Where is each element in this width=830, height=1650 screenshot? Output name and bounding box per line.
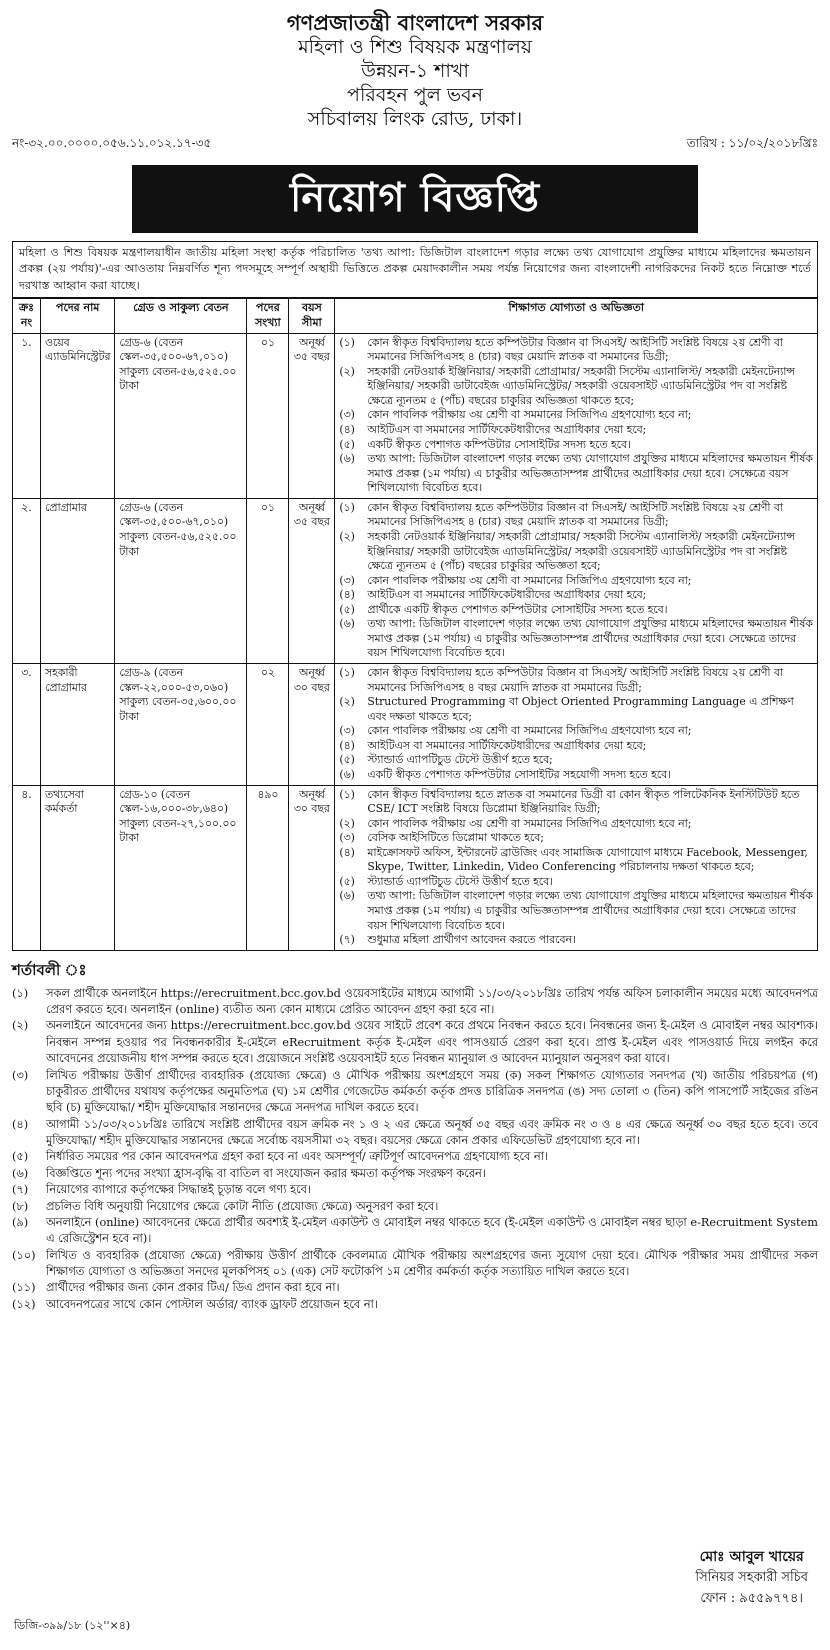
signatory-phone: ফোন : ৯৫৫৯৭৭৪। xyxy=(700,1591,804,1607)
cell-requirements xyxy=(335,664,818,786)
requirement-item xyxy=(339,933,813,948)
requirement-text: কোন স্বীকৃত বিশ্ববিদ্যালয় হতে কম্পিউটার বিজ্ঞান বা সিএসই/ আইসিটি সংশ্লিষ্ট বিষয়ে ২য় শ্রেণী বা সমমানের সিজিপিএসহ ৪ (চার) বছর মেয়াদি স্নাতক বা সমমানের ডিগ্রী; xyxy=(367,500,784,529)
condition-text: অনলাইনে (online) আবেদনের ক্ষেত্রে প্রার্থীর অবশ্যই ই-মেইল একাউন্ট ও মোবাইল নম্বর থাকতে হবে (ই-মেইল একাউন্ট ও মোবাইল নম্বর ছাড়া e-Recruitment System এ রেজিস্ট্রেশন হবে না)। xyxy=(46,1215,818,1246)
dg-number: ডিজি-৩৯৯/১৮ (১২''×৪) xyxy=(14,1619,131,1632)
condition-item xyxy=(12,1182,818,1198)
condition-text: লিখিত পরীক্ষায় উত্তীর্ণ প্রার্থীদের ব্যবহারিক (প্রযোজ্য ক্ষেত্রে) ও মৌখিক পরীক্ষায় অংশগ্রহণে সময় (ক) সকল শিক্ষাগত যোগ্যতার সনদপত্র (খ) জাতীয় পরিচয়পত্র (গ) চাকুরীরত প্রার্থীদের যথাযথ কর্তৃপক্ষের অনুমতিপত্র (ঘ) ১ম শ্রেণীর গেজেটেড কর্মকর্তা কর্তৃক প্রদত্ত চারিত্রিক সনদপত্র (ঙ) সদ্য তোলা ৩ (তিন) কপি পাসপোর্ট সাইজের রঙিন ছবি (চ) মুক্তিযোদ্ধা/ শহীদ মুক্তিযোদ্ধার সন্তানদের ক্ষেত্রে সনদপত্র দাখিল করতে হবে। xyxy=(46,1068,818,1115)
conditions-list xyxy=(12,986,818,1314)
col-serial: ক্রঃ নং xyxy=(13,298,41,333)
requirement-text: কোন পাবলিক পরীক্ষায় ৩য় শ্রেণী বা সমমানের সিজিপিএ গ্রহণযোগ্য হবে না; xyxy=(367,408,692,422)
requirement-number: (২) xyxy=(339,529,355,543)
requirement-number: (৪) xyxy=(339,423,355,437)
notice-banner: নিয়োগ বিজ্ঞপ্তি xyxy=(132,165,698,233)
col-count: পদের সংখ্যা xyxy=(247,298,289,333)
requirement-number: (৩) xyxy=(339,408,355,422)
condition-text: আগামী ১১/০৩/২০১৮খ্রিঃ তারিখে সংশ্লিষ্ট প্রার্থীদের বয়স ক্রমিক নং ১ ও ২ এর ক্ষেত্রে অনূর্ধ্ব ৩৫ বছর এবং ক্রমিক নং ৩ ও ৪ এর ক্ষেত্রে অনূর্ধ্ব ৩০ বছর হতে হবে। তবে মুক্তিযোদ্ধা/ শহীদ মুক্তিযোদ্ধার সন্তানদের ক্ষেত্রে সর্বোচ্চ বয়সসীমা ৩২ বছর। বয়সের ক্ষেত্রে কোন প্রকার এফিডেভিট গ্রহণযোগ্য হবে না। xyxy=(46,1117,818,1148)
condition-item xyxy=(12,986,818,1019)
signature-block xyxy=(695,1546,808,1610)
table-row xyxy=(13,498,818,663)
vacancy-table xyxy=(12,298,818,951)
condition-number: (৪) xyxy=(12,1117,29,1131)
requirement-text: স্ট্যান্ডার্ড এ্যাপটিচুড টেস্টে উত্তীর্ণ হতে হবে; xyxy=(367,753,553,767)
requirement-text: সহকারী নেটওয়ার্ক ইঞ্জিনিয়ার/ সহকারী প্রোগ্রামার/ সহকারী সিস্টেম এ্যানালিস্ট/ সহকারী মেইনটেন্যান্স ইঞ্জিনিয়ার/ সহকারী ডাটাবেইজ এ্যাডমিনিস্ট্রেটর/ সহকারী ওয়েবসাইট এ্যাডমিনিস্ট্রেটর পদ বা সংশ্লিষ্ট ক্ষেত্রে ন্যূনতম ৫ (পাঁচ) বছরের চাকুরির অভিজ্ঞতা থাকতে হবে; xyxy=(367,364,795,407)
requirement-text: শুধুমাত্র মহিলা প্রার্থীগণ আবেদন করতে পারবেন। xyxy=(367,933,576,947)
requirement-number: (২) xyxy=(339,816,355,830)
requirement-item xyxy=(339,530,813,574)
requirement-number: (৩) xyxy=(339,831,355,845)
condition-item xyxy=(12,1215,818,1248)
memo-number: নং-৩২.০০.০০০০.০৫৬.১১.০১২.১৭-৩৫ xyxy=(12,136,212,151)
cell-requirements xyxy=(335,785,818,950)
condition-number: (৫) xyxy=(12,1150,29,1164)
requirement-number: (১) xyxy=(339,666,355,680)
requirement-item xyxy=(339,603,813,618)
requirement-number: (৭) xyxy=(339,933,355,947)
signatory-name: মোঃ আবুল খায়ের xyxy=(699,1549,804,1566)
condition-number: (৮) xyxy=(12,1199,29,1213)
requirements-list xyxy=(339,501,813,661)
requirement-item xyxy=(339,617,813,661)
requirement-item xyxy=(339,501,813,530)
requirement-item xyxy=(339,423,813,438)
memo-row xyxy=(12,135,818,155)
condition-text: বিজ্ঞপ্তিতে শূন্য পদের সংখ্যা হ্রাস-বৃদ্ধি বা বাতিল বা সংযোজন করার ক্ষমতা কর্তৃপক্ষ সংরক্ষণ করেন। xyxy=(46,1166,486,1180)
requirement-number: (৪) xyxy=(339,738,355,752)
requirement-text: কোন স্বীকৃত বিশ্ববিদ্যালয় হতে কম্পিউটার বিজ্ঞান বা সিএসই/ আইসিটি সংশ্লিষ্ট বিষয়ে ২য় শ্রেণী বা সমমানের সিজিপিএসহ ৪ (চার) বছর মেয়াদি স্নাতক বা সমমানের ডিগ্রী; xyxy=(367,335,784,364)
condition-item xyxy=(12,1166,818,1182)
requirement-text: স্ট্যান্ডার্ড এ্যাপটিচুড টেস্টে উত্তীর্ণ হতে হবে। xyxy=(367,874,554,888)
cell-post: সহকারী প্রোগ্রামার xyxy=(41,664,115,786)
condition-item xyxy=(12,1149,818,1165)
requirement-item xyxy=(339,875,813,890)
condition-number: (৯) xyxy=(12,1215,29,1229)
requirement-number: (১) xyxy=(339,335,355,349)
cell-age: অনূর্ধ্ব ৩৫ বছর xyxy=(289,333,335,498)
requirement-text: মাইক্রোসফট অফিস, ইন্টারনেট ব্রাউজিং এবং সামাজিক যোগাযোগ মাধ্যমে Facebook, Messenger, Skype, Twitter, Linkedin, Video Conferencing পরিচালনায় দক্ষতা থাকতে হবে; xyxy=(367,845,808,874)
requirement-number: (৫) xyxy=(339,753,355,767)
requirement-item xyxy=(339,768,813,783)
requirement-text: কোন পাবলিক পরীক্ষায় ৩য় শ্রেণী বা সমমানের সিজিপিএ গ্রহণযোগ্য হবে না; xyxy=(367,724,692,738)
requirement-text: তথ্য আপা: ডিজিটাল বাংলাদেশ গড়ার লক্ষ্যে তথ্য যোগাযোগ প্রযুক্তির মাধ্যমে মহিলাদের ক্ষমতায়ন শীর্ষক সমাপ্ত প্রকল্প (১ম পর্যায়) এ চাকুরীর অভিজ্ঞতাসম্পন্ন প্রার্থীদের অগ্রাধিকার দেয়া হবে। সেক্ষেত্রে তাদের বয়স শিথিলযোগ্য বিবেচিত হবে। xyxy=(367,889,813,932)
condition-text: আবেদনপত্রের সাথে কোন পোস্টাল অর্ডার/ ব্যাংক ড্রাফট প্রয়োজন হবে না। xyxy=(46,1297,378,1311)
cell-grade: গ্রেড-৬ (বেতন স্কেল-৩৫,৫০০-৬৭,০১০) সাকুল্য বেতন-৫৬,৫২৫.০০ টাকা xyxy=(115,333,247,498)
requirement-text: সহকারী নেটওয়ার্ক ইঞ্জিনিয়ার/ সহকারী প্রোগ্রামার/ সহকারী সিস্টেম এ্যানালিস্ট/ সহকারী মেইনটেন্যান্স ইঞ্জিনিয়ার/ সহকারী ডাটাবেইজ এ্যাডমিনিস্ট্রেটর/ সহকারী ওয়েবসাইট এ্যাডমিনিস্ট্রেটর পদ বা সংশ্লিষ্ট ক্ষেত্রে ন্যূনতম ৫ (পাঁচ) বছরের চাকুরির অভিজ্ঞতা হবে; xyxy=(367,529,795,573)
requirement-number: (৬) xyxy=(339,617,355,631)
cell-serial: ৩. xyxy=(13,664,41,786)
condition-text: সকল প্রার্থীকে অনলাইনে https://erecruitment.bcc.gov.bd ওয়েবসাইটের মাধ্যমে আগামী ১১/০৩/২০১৮খ্রিঃ তারিখ পর্যন্ত অফিস চলাকালীন সময়ের মধ্যে আবেদনপত্র প্রেরণ করতে হবে। অনলাইন (online) ব্যতীত অন্য কোন মাধ্যমে প্রেরিত আবেদন গ্রহণ করা হবে না। xyxy=(46,986,818,1017)
requirement-item xyxy=(339,695,813,724)
requirement-number: (৫) xyxy=(339,602,355,616)
requirement-item xyxy=(339,889,813,933)
requirement-item xyxy=(339,831,813,846)
requirement-item xyxy=(339,438,813,453)
condition-item xyxy=(12,1248,818,1281)
requirement-item xyxy=(339,408,813,423)
requirement-number: (৬) xyxy=(339,889,355,903)
requirement-text: কোন স্বীকৃত বিশ্ববিদ্যালয় হতে স্নাতক বা সমমানের ডিগ্রী বা কোন স্বীকৃত পলিটেকনিক ইনস্টিটিউট হতে CSE/ ICT সংশ্লিষ্ট বিষয়ে ডিপ্লোমা ইঞ্জিনিয়ারিং ডিগ্রী; xyxy=(367,787,800,816)
cell-post: তথ্যসেবা কর্মকর্তা xyxy=(41,785,115,950)
requirement-number: (১) xyxy=(339,500,355,514)
col-requirements: শিক্ষাগত যোগ্যতা ও অভিজ্ঞতা xyxy=(335,298,818,333)
col-post: পদের নাম xyxy=(41,298,115,333)
table-row xyxy=(13,785,818,950)
cell-count: ০১ xyxy=(247,333,289,498)
requirement-text: প্রার্থীকে একটি স্বীকৃত পেশাগত কম্পিউটার সোসাইটির সদস্য হতে হবে। xyxy=(367,602,668,616)
conditions-title: শর্তাবলী ঃ xyxy=(12,960,87,979)
cell-serial: ২. xyxy=(13,498,41,663)
condition-item xyxy=(12,1018,818,1067)
condition-text: নির্ধারিত সময়ের পর কোন আবেদনপত্র গ্রহণ করা হবে না এবং অসম্পূর্ণ/ ত্রুটিপূর্ণ আবেদনপত্র গ্রহণযোগ্য হবে না। xyxy=(46,1150,548,1164)
cell-grade: গ্রেড-১০ (বেতন স্কেল-১৬,০০০-৩৮,৬৪০) সাকুল্য বেতন-২৭,১০০.০০ টাকা xyxy=(115,785,247,950)
cell-post: প্রোগ্রামার xyxy=(41,498,115,663)
requirement-number: (১) xyxy=(339,787,355,801)
requirements-list xyxy=(339,336,813,496)
condition-item xyxy=(12,1117,818,1150)
requirement-number: (২) xyxy=(339,695,355,709)
requirement-item xyxy=(339,452,813,496)
requirement-number: (৫) xyxy=(339,437,355,451)
requirement-number: (৬) xyxy=(339,452,355,466)
requirement-item xyxy=(339,336,813,365)
requirement-number: (৬) xyxy=(339,767,355,781)
condition-number: (১) xyxy=(12,986,29,1000)
address: সচিবালয় লিংক রোড, ঢাকা। xyxy=(307,107,523,130)
cell-count: ০২ xyxy=(247,664,289,786)
condition-item xyxy=(12,1280,818,1296)
cell-grade: গ্রেড-৬ (বেতন স্কেল-৩৫,৫০০-৬৭,০১০) সাকুল্য বেতন-৫৬,৫২৫.০০ টাকা xyxy=(115,498,247,663)
cell-age: অনূর্ধ্ব ৩০ বছর xyxy=(289,664,335,786)
requirement-text: কোন পাবলিক পরীক্ষায় ৩য় শ্রেণী বা সমমানের সিজিপিএ গ্রহণযোগ্য হবে না; xyxy=(367,816,692,830)
condition-text: প্রার্থীদের পরীক্ষার জন্য কোন প্রকার টিএ/ ডিএ প্রদান করা হবে না। xyxy=(46,1281,340,1295)
condition-number: (১০) xyxy=(12,1248,36,1262)
cell-grade: গ্রেড-৯ (বেতন স্কেল-২২,০০০-৫৩,০৬০) সাকুল্য বেতন-৩৫,৬০০.০০ টাকা xyxy=(115,664,247,786)
intro-paragraph: মহিলা ও শিশু বিষয়ক মন্ত্রণালয়াধীন জাতীয় মহিলা সংস্থা কর্তৃক পরিচালিত 'তথ্য আপা: ডিজিটাল বাংলাদেশ গড়ার লক্ষ্যে তথ্য যোগাযোগ প্রযুক্তির মাধ্যমে মহিলাদের ক্ষমতায়ন প্রকল্প (২য় পর্যায়)'-এর আওতায় নিম্নবর্ণিত শূন্য পদসমূহে সম্পূর্ণ অস্থায়ী ভিত্তিতে প্রকল্প মেয়াদকালীন সময় পর্যন্ত নিয়োগের জন্য বাংলাদেশী নাগরিকদের নিকট হতে নিম্নোক্ত শর্তে দরখাস্ত আহ্বান করা যাচ্ছে। xyxy=(12,241,818,298)
cell-count: ০১ xyxy=(247,498,289,663)
requirements-list xyxy=(339,788,813,948)
table-header-row xyxy=(13,298,818,333)
vacancy-table-body xyxy=(13,333,818,950)
requirement-item xyxy=(339,666,813,695)
requirement-number: (৪) xyxy=(339,845,355,859)
condition-text: প্রচলিত বিধি অনুযায়ী নিয়োগের ক্ষেত্রে কোটা নীতি (প্রযোজ্য ক্ষেত্রে) অনুসরণ করা হবে। xyxy=(46,1199,439,1213)
requirement-item xyxy=(339,817,813,832)
table-row xyxy=(13,333,818,498)
building-name: পরিবহন পুল ভবন xyxy=(347,83,483,106)
condition-number: (১২) xyxy=(12,1297,36,1311)
requirement-item xyxy=(339,788,813,817)
condition-text: লিখিত ও ব্যবহারিক (প্রযোজ্য ক্ষেত্রে) পরীক্ষায় উত্তীর্ণ প্রার্থীকে কেবলমাত্র মৌখিক পরীক্ষায় অংশগ্রহণের জন্য সুযোগ দেয়া হবে। মৌখিক পরীক্ষার সময় প্রার্থীদের সকল শিক্ষাগত যোগ্যতা ও অভিজ্ঞতা সনদের মূলকপিসহ ০১ (এক) সেট ফটোকপি ১ম শ্রেণীর কর্মকর্তা কর্তৃক সত্যায়িত দাখিল করতে হবে। xyxy=(46,1248,818,1279)
requirement-item xyxy=(339,724,813,739)
requirements-list xyxy=(339,666,813,783)
requirement-item xyxy=(339,574,813,589)
requirement-text: একটি স্বীকৃত পেশাগত কম্পিউটার সোসাইটির সদস্য হতে হবে। xyxy=(367,437,631,451)
condition-number: (৭) xyxy=(12,1183,29,1197)
memo-date: তারিখ : ১১/০২/২০১৮খ্রিঃ xyxy=(686,136,818,151)
condition-number: (২) xyxy=(12,1019,29,1033)
condition-number: (৬) xyxy=(12,1166,29,1180)
requirement-text: আইটিএস বা সমমানের সার্টিফিকেটধারীদের অগ্রাধিকার দেয়া হবে; xyxy=(367,738,647,752)
condition-item xyxy=(12,1297,818,1313)
requirement-item xyxy=(339,588,813,603)
requirement-text: বেসিক আইসিটিতে ডিপ্লোমা থাকতে হবে; xyxy=(367,831,544,845)
requirement-item xyxy=(339,753,813,768)
requirement-text: কোন স্বীকৃত বিশ্ববিদ্যালয় হতে কম্পিউটার বিজ্ঞান বা সিএসই/ আইসিটি সংশ্লিষ্ট বিষয়ে ২য় শ্রেণী বা সমমানের সিজিপিএসহ ৪ বছর মেয়াদি স্নাতক বা সমমানের ডিগ্রী; xyxy=(367,666,784,694)
requirement-text: একটি স্বীকৃত পেশাগত কম্পিউটার সোসাইটির সহযোগী সদস্য হতে হবে। xyxy=(367,767,671,781)
requirement-number: (৫) xyxy=(339,874,355,888)
cell-serial: ৪. xyxy=(13,785,41,950)
table-row xyxy=(13,664,818,786)
requirement-text: তথ্য আপা: ডিজিটাল বাংলাদেশ গড়ার লক্ষ্যে তথ্য যোগাযোগ প্রযুক্তির মাধ্যমে মহিলাদের ক্ষমতায়ন শীর্ষক সমাপ্ত প্রকল্প (১ম পর্যায়) এ চাকুরীর অভিজ্ঞতাসম্পন্ন প্রার্থীদের অগ্রাধিকার দেয়া হবে। সেক্ষেত্রে বয়স শিথিলযোগ্য বিবেচিত হবে। xyxy=(367,452,813,495)
condition-number: (৩) xyxy=(12,1068,29,1082)
requirement-number: (৪) xyxy=(339,588,355,602)
requirement-number: (২) xyxy=(339,364,355,378)
condition-text: অনলাইনে আবেদনের জন্য https://erecruitment.bcc.gov.bd ওয়েব সাইটে প্রবেশ করে প্রথমে নিবন্ধন করতে হবে। নিবন্ধনের জন্য ই-মেইল ও মোবাইল নম্বর আবশ্যক। নিবন্ধন সম্পন্ন হওয়ার পর নিবন্ধনকারীর ই-মেইলে eRecruitment কর্তৃক ই-মেইল এবং পাসওয়ার্ড প্রেরণ করা হবে। প্রাপ্ত ই-মেইল এবং পাসওয়ার্ড দিয়ে লগইন করে আবেদনের প্রয়োজনীয় ধাপ সম্পন্ন করতে হবে। প্রয়োজনে সংশ্লিষ্ট ওয়েবসাইট হতে নিবন্ধন ম্যানুয়াল ও আবেদন ম্যানুয়াল অনুসরণ করা যাবে। xyxy=(46,1019,818,1066)
requirement-number: (৩) xyxy=(339,724,355,738)
condition-text: নিয়োগের ব্যাপারে কর্তৃপক্ষের সিদ্ধান্তই চূড়ান্ত বলে গণ্য হবে। xyxy=(46,1183,311,1197)
cell-count: ৪৯০ xyxy=(247,785,289,950)
letterhead xyxy=(12,10,818,131)
government-name: গণপ্রজাতন্ত্রী বাংলাদেশ সরকার xyxy=(286,10,544,35)
ministry-name: মহিলা ও শিশু বিষয়ক মন্ত্রণালয় xyxy=(298,36,532,59)
cell-age: অনূর্ধ্ব ৩০ বছর xyxy=(289,785,335,950)
wing-name: উন্নয়ন-১ শাখা xyxy=(361,60,469,82)
col-age: বয়স সীমা xyxy=(289,298,335,333)
cell-requirements xyxy=(335,498,818,663)
condition-number: (১১) xyxy=(12,1281,36,1295)
requirement-item xyxy=(339,846,813,875)
signatory-designation: সিনিয়র সহকারী সচিব xyxy=(695,1570,808,1586)
condition-item xyxy=(12,1199,818,1215)
requirement-text: Structured Programming বা Object Oriented Programming Language এ প্রশিক্ষণ এবং দক্ষতা থাকতে হবে; xyxy=(367,695,794,723)
cell-serial: ১. xyxy=(13,333,41,498)
cell-requirements xyxy=(335,333,818,498)
condition-item xyxy=(12,1068,818,1117)
requirement-text: আইটিএস বা সমমানের সার্টিফিকেটধারীদের অগ্রাধিকার দেয়া হবে; xyxy=(367,588,647,602)
requirement-item xyxy=(339,365,813,409)
requirement-item xyxy=(339,739,813,754)
requirement-number: (৩) xyxy=(339,573,355,587)
col-grade: গ্রেড ও সাকুল্য বেতন xyxy=(115,298,247,333)
cell-age: অনূর্ধ্ব ৩৫ বছর xyxy=(289,498,335,663)
requirement-text: আইটিএস বা সমমানের সার্টিফিকেটধারীদের অগ্রাধিকার দেয়া হবে; xyxy=(367,423,647,437)
cell-post: ওয়েব এ্যাডমিনিস্ট্রেটর xyxy=(41,333,115,498)
requirement-text: কোন পাবলিক পরীক্ষায় ৩য় শ্রেণী বা সমমানের সিজিপিএ গ্রহণযোগ্য হবে না; xyxy=(367,573,692,587)
requirement-text: তথ্য আপা: ডিজিটাল বাংলাদেশ গড়ার লক্ষ্যে তথ্য যোগাযোগ প্রযুক্তির মাধ্যমে মহিলাদের ক্ষমতায়ন শীর্ষক সমাপ্ত প্রকল্প (১ম পর্যায়) এ চাকুরীর অভিজ্ঞতাসম্পন্ন প্রার্থীদের অগ্রাধিকার দেয়া হবে। সেক্ষেত্রে তাদের বয়স শিথিলযোগ্য বিবেচিত হবে। xyxy=(367,617,813,660)
